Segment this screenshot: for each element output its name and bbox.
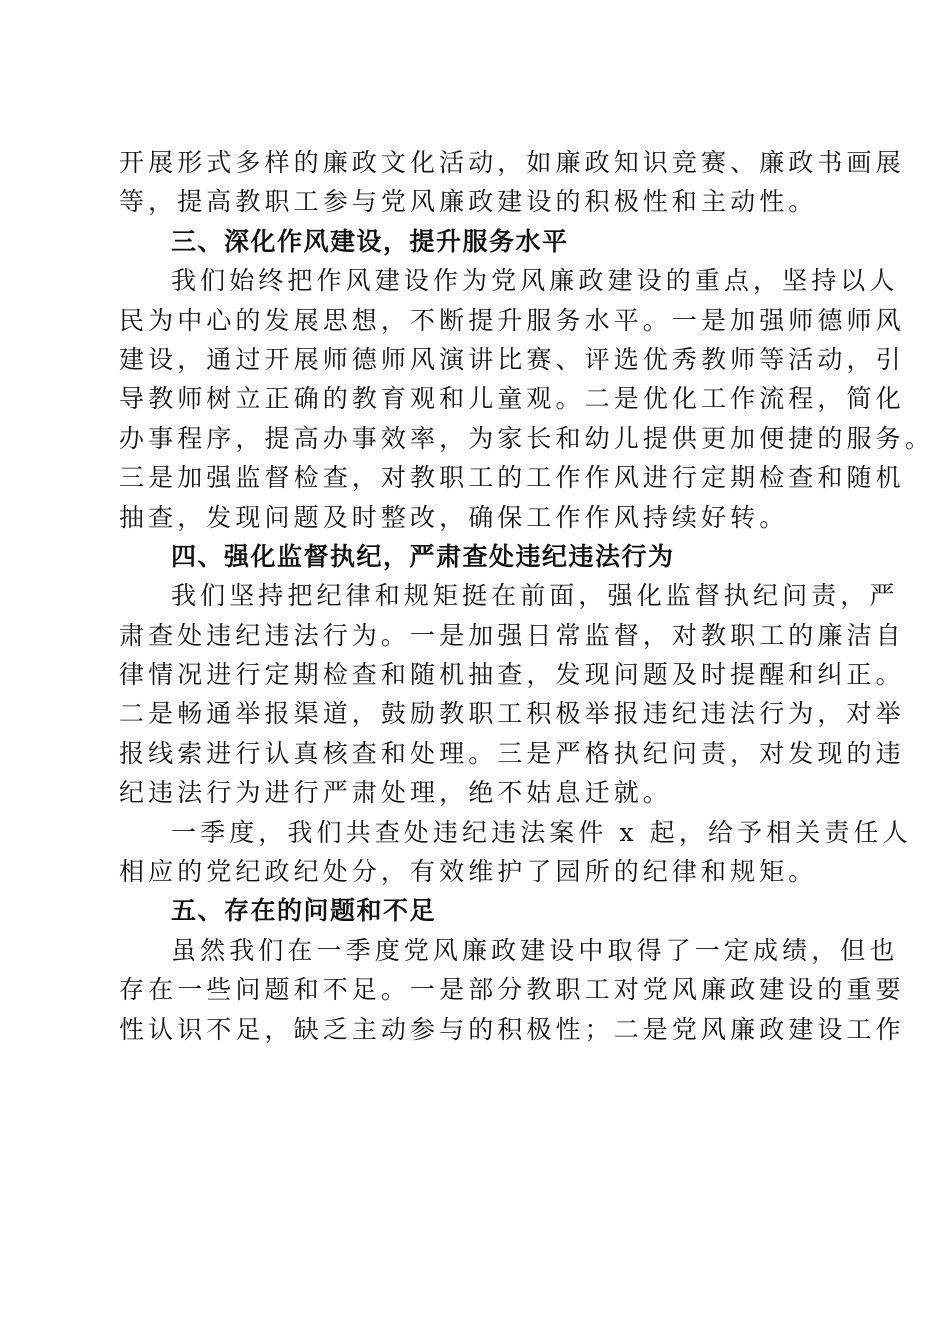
text-line: 二是畅通举报渠道，鼓励教职工积极举报违纪违法行为，对举: [119, 699, 905, 729]
paragraph-section-4: [119, 576, 905, 812]
text-line: 虽然我们在一季度党风廉政建设中取得了一定成绩，但也: [171, 935, 899, 965]
paragraph-section-3: [119, 261, 934, 537]
text-line: 建设，通过开展师德师风演讲比赛、评选优秀教师等活动，引: [119, 344, 905, 374]
document-body: [119, 143, 934, 1049]
heading-section-3: 三、深化作风建设，提升服务水平: [171, 226, 569, 256]
text-line: 肃查处违纪违法行为。一是加强日常监督，对教职工的廉洁自: [119, 620, 905, 650]
text-line: 我们坚持把纪律和规矩挺在前面，强化监督执纪问责，严: [171, 581, 899, 611]
paragraph-section-5: [119, 931, 905, 1049]
text-line: 等，提高教职工参与党风廉政建设的积极性和主动性。: [119, 187, 818, 217]
paragraph-case-summary: [119, 813, 912, 892]
text-line: 性认识不足，缺乏主动参与的积极性；二是党风廉政建设工作: [119, 1014, 905, 1044]
text-line: 三是加强监督检查，对教职工的工作作风进行定期检查和随机: [119, 463, 905, 493]
text-line: 律情况进行定期检查和随机抽查，发现问题及时提醒和纠正。: [119, 660, 905, 690]
text-line: 导教师树立正确的教育观和儿童观。二是优化工作流程，简化: [119, 384, 905, 414]
text-line: 相应的党纪政纪处分，有效维护了园所的纪律和规矩。: [119, 857, 818, 887]
heading-section-4: 四、强化监督执纪，严肃查处违纪违法行为: [171, 541, 675, 571]
text-line: 民为中心的发展思想，不断提升服务水平。一是加强师德师风: [119, 305, 905, 335]
text-line: 报线索进行认真核查和处理。三是严格执纪问责，对发现的违: [119, 738, 905, 768]
text-line: 抽查，发现问题及时整改，确保工作作风持续好转。: [119, 502, 789, 532]
text-line: 一季度，我们共查处违纪违法案件 x 起，给予相关责任人: [171, 817, 912, 847]
text-line: 办事程序，提高办事效率，为家长和幼儿提供更加便捷的服务。: [119, 423, 934, 453]
paragraph-culture-activities: [119, 143, 905, 222]
heading-section-5: 五、存在的问题和不足: [171, 896, 437, 926]
text-line: 纪违法行为进行严肃处理，绝不姑息迁就。: [119, 778, 672, 808]
text-line: 我们始终把作风建设作为党风廉政建设的重点，坚持以人: [171, 266, 899, 296]
text-line: 存在一些问题和不足。一是部分教职工对党风廉政建设的重要: [119, 975, 905, 1005]
text-line: 开展形式多样的廉政文化活动，如廉政知识竞赛、廉政书画展: [119, 148, 905, 177]
